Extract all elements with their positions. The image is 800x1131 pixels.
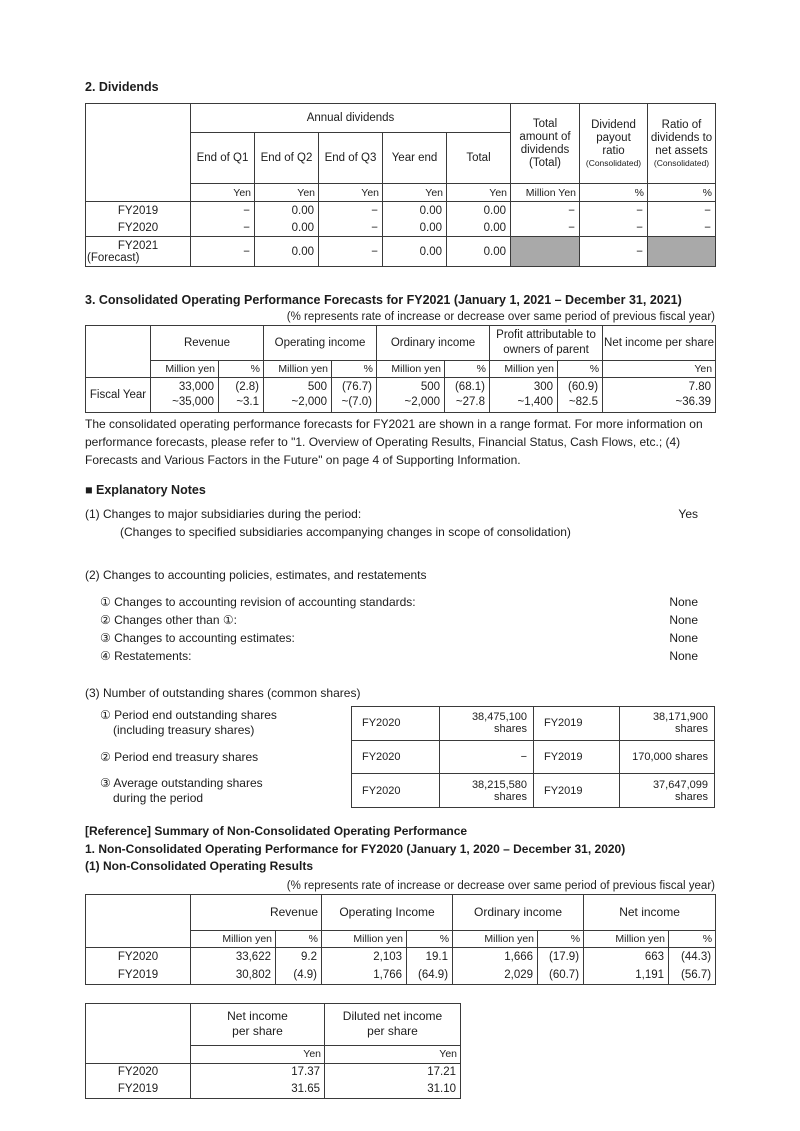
group-header: Net income per share [191,1003,325,1045]
unit-cell: % [407,930,453,947]
group-header: Revenue [191,894,322,930]
unit-cell: Yen [191,184,255,202]
shares-table [351,706,715,808]
note-item-label: (3) Number of outstanding shares (common shares) [85,686,361,700]
value-cell: − [191,202,255,220]
value-cell: (76.7) ~(7.0) [332,378,377,413]
value-cell: 0.00 [255,202,319,220]
value-cell: 31.10 [325,1081,461,1099]
group-header: Ordinary income [453,894,584,930]
payout-ratio-header: Dividend payout ratio (Consolidated) [580,104,648,184]
group-header: Net income [584,894,716,930]
year-cell: FY2019 [534,774,620,808]
forecast-header-row [86,326,716,361]
list-item: ③ Average outstanding shares during the period [100,776,263,805]
reference-sub1: 1. Non-Consolidated Operating Performance for FY2020 (January 1, 2020 – December 31, 2020) [85,841,626,856]
year-cell: FY2019 [534,707,620,741]
col-header: End of Q3 [319,133,383,184]
value-cell: 38,475,100 shares [440,707,534,741]
group-header: Diluted net income per share [325,1003,461,1045]
value-cell: − [580,202,648,220]
value-cell: 30,802 [191,966,276,985]
note-item-value: Yes [678,507,698,521]
value-cell: − [319,237,383,267]
year-cell: FY2019 [534,740,620,774]
corner-cell [86,1003,191,1063]
unit-cell: Yen [319,184,383,202]
forecast-footnote: The consolidated operating performance forecasts for FY2021 are shown in a range format. For more information on performance forecasts, please refer to "1. Overview of Operating Results, Financial Status, Cash Flows, etc.; (4) Forecasts and Various Factors in the Future" on page 4 of Supporting Information. [85,417,703,467]
value-cell: 300 ~1,400 [490,378,558,413]
unit-cell: Million yen [264,361,332,378]
value-cell: (56.7) [669,966,716,985]
value-cell: 7.80 ~36.39 [603,378,716,413]
total-amount-header: Total amount of dividends (Total) [511,104,580,184]
note-item-label: (2) Changes to accounting policies, estimates, and restatements [85,568,427,582]
value-cell: 9.2 [276,947,322,966]
col-header: End of Q2 [255,133,319,184]
table-row [352,740,715,774]
value-cell: (44.3) [669,947,716,966]
value-cell: − [648,202,716,220]
value-cell: 0.00 [383,237,447,267]
col-header: Total [447,133,511,184]
value-cell: 17.37 [191,1063,325,1081]
value-cell: − [580,237,648,267]
row-label: FY2020 [86,219,191,237]
row-label: FY2019 [86,202,191,220]
unit-cell: % [648,184,716,202]
group-header: Operating Income [322,894,453,930]
results-header-row [86,894,716,930]
list-item: ① Changes to accounting revision of accounting standards: None [100,595,698,609]
unit-cell: % [538,930,584,947]
group-header: Net income per share [603,326,716,361]
dividends-section-title: 2. Dividends [85,80,159,94]
value-cell: 0.00 [447,219,511,237]
corner-cell [86,104,191,202]
value-cell: − [319,219,383,237]
note-item-1-sub: (Changes to specified subsidiaries accompanying changes in scope of consolidation) [120,525,571,539]
value-cell: 500 ~2,000 [264,378,332,413]
value-cell: − [191,237,255,267]
value-cell: 0.00 [447,202,511,220]
table-row-fy2020 [86,947,716,966]
row-label: FY2020 [86,1063,191,1081]
list-item: ② Period end treasury shares [100,749,259,764]
value-cell: (2.8) ~3.1 [219,378,264,413]
table-row [352,774,715,808]
unit-cell: Yen [191,1045,325,1063]
table-row-fy2019 [86,966,716,985]
list-item: ① Period end outstanding shares (including treasury shares) [100,708,277,737]
year-cell: FY2020 [352,740,440,774]
value-cell: 17.21 [325,1063,461,1081]
value-cell: 0.00 [255,237,319,267]
per-share-header-row [86,1003,461,1045]
note-item-1 [85,507,715,522]
table-row-fy2020 [86,219,716,237]
col-header: Year end [383,133,447,184]
list-item: ④ Restatements: None [100,649,698,663]
row-label: FY2021 (Forecast) [86,237,191,267]
value-cell: − [511,202,580,220]
unit-cell: Yen [325,1045,461,1063]
ratio-net-assets-header: Ratio of dividends to net assets (Consolidated) [648,104,716,184]
value-cell: 0.00 [383,202,447,220]
list-item: ② Changes other than ①: None [100,613,698,627]
value-cell: 33,622 [191,947,276,966]
unit-cell: Yen [603,361,716,378]
unit-cell: % [445,361,490,378]
reference-title: [Reference] Summary of Non-Consolidated Operating Performance [85,824,468,838]
value-cell: 31.65 [191,1081,325,1099]
unit-cell: % [219,361,264,378]
row-label: FY2020 [86,947,191,966]
value-cell: 0.00 [447,237,511,267]
value-cell: 663 [584,947,669,966]
shaded-cell [648,237,716,267]
note-item-3 [85,686,715,701]
reference-sub2: (1) Non-Consolidated Operating Results [85,859,314,873]
value-cell: (60.7) [538,966,584,985]
explanatory-notes-title: ■ Explanatory Notes [85,483,206,497]
row-label: FY2019 [86,966,191,985]
note-item-2 [85,568,715,583]
forecast-table [85,325,716,413]
note-item-2-subitems [85,593,715,665]
forecast-section-title: 3. Consolidated Operating Performance Forecasts for FY2021 (January 1, 2021 – December 31, 2021) [85,293,682,307]
value-cell: (64.9) [407,966,453,985]
unit-cell: % [558,361,603,378]
value-cell: (60.9) ~82.5 [558,378,603,413]
unit-cell: % [332,361,377,378]
group-header: Operating income [264,326,377,361]
list-item: ③ Changes to accounting estimates: None [100,631,698,645]
table-row-fy2021-forecast [86,237,716,267]
value-cell: 0.00 [383,219,447,237]
unit-cell: Million Yen [511,184,580,202]
value-cell: (4.9) [276,966,322,985]
table-row-fy2019 [86,202,716,220]
value-cell: 33,000 ~35,000 [151,378,219,413]
row-label: FY2019 [86,1081,191,1099]
value-cell: 170,000 shares [620,740,715,774]
value-cell: 38,215,580 shares [440,774,534,808]
value-cell: (17.9) [538,947,584,966]
group-header: Profit attributable to owners of parent [490,326,603,361]
per-share-table [85,1003,461,1099]
unit-cell: Yen [447,184,511,202]
col-header: End of Q1 [191,133,255,184]
corner-cell [86,326,151,378]
shares-labels [85,706,351,808]
unit-cell: Million yen [490,361,558,378]
forecast-units-row [86,361,716,378]
unit-cell: Million yen [191,930,276,947]
unit-cell: % [580,184,648,202]
value-cell: − [511,219,580,237]
year-cell: FY2020 [352,707,440,741]
value-cell: 38,171,900 shares [620,707,715,741]
page-content [85,80,715,1099]
value-cell: 1,766 [322,966,407,985]
value-cell: − [440,740,534,774]
value-cell: 500 ~2,000 [377,378,445,413]
unit-cell: Million yen [453,930,538,947]
forecast-note: (% represents rate of increase or decrease over same period of previous fiscal year) [286,311,715,323]
unit-cell: Yen [255,184,319,202]
value-cell: 2,103 [322,947,407,966]
table-row-fy2019 [86,1081,461,1099]
dividends-table [85,103,716,267]
value-cell: 0.00 [255,219,319,237]
year-cell: FY2020 [352,774,440,808]
unit-cell: % [276,930,322,947]
value-cell: 1,666 [453,947,538,966]
value-cell: − [319,202,383,220]
value-cell: (68.1) ~27.8 [445,378,490,413]
value-cell: − [648,219,716,237]
shaded-cell [511,237,580,267]
value-cell: − [191,219,255,237]
value-cell: − [580,219,648,237]
reference-note: (% represents rate of increase or decrease over same period of previous fiscal year) [286,879,715,892]
unit-cell: Yen [383,184,447,202]
table-row [352,707,715,741]
unit-cell: Million yen [322,930,407,947]
unit-cell: % [669,930,716,947]
note-item-label: (1) Changes to major subsidiaries during the period: [85,507,362,521]
unit-cell: Million yen [377,361,445,378]
corner-cell [86,894,191,947]
group-header: Revenue [151,326,264,361]
value-cell: 19.1 [407,947,453,966]
value-cell: 2,029 [453,966,538,985]
annual-dividends-header: Annual dividends [191,104,511,133]
shares-block [85,706,715,808]
dividends-header-row-1 [86,104,716,133]
table-row-fy2020 [86,1063,461,1081]
group-header: Ordinary income [377,326,490,361]
forecast-data-row [86,378,716,413]
nonconsolidated-results-table [85,894,716,985]
unit-cell: Million yen [584,930,669,947]
row-label: Fiscal Year [86,378,151,413]
value-cell: 1,191 [584,966,669,985]
unit-cell: Million yen [151,361,219,378]
value-cell: 37,647,099 shares [620,774,715,808]
